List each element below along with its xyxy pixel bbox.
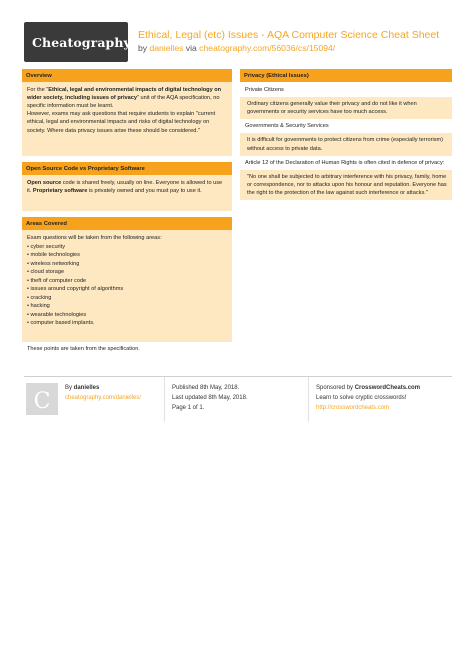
footer-updated: Last updated 8th May, 2018. <box>172 395 248 402</box>
open-source-body <box>22 175 232 211</box>
logo-text: Cheatography <box>32 35 131 50</box>
area-item: • cloud storage <box>27 269 65 275</box>
open-source-text: code is shared freely, usually on line. Everyone is allowed to use it. <box>27 180 223 195</box>
sheet-title[interactable]: Ethical, Legal (etc) Issues - AQA Computer Science Cheat Sheet <box>138 29 440 41</box>
footer-divider <box>308 377 309 422</box>
footer-author-line <box>65 383 141 393</box>
footer-sponsor-line <box>316 383 420 393</box>
byline <box>138 42 335 54</box>
area-item: • wireless networking <box>27 260 80 267</box>
proprietary-term: Proprietary software <box>32 188 88 195</box>
byline-by: by <box>138 43 148 53</box>
footer-divider <box>164 377 165 422</box>
footer-sponsor-link[interactable]: http://crosswordcheats.com <box>316 405 390 412</box>
areas-heading: Areas Covered <box>22 217 232 230</box>
areas-footer-note: These points are taken from the specification. <box>22 342 232 356</box>
governments-text: It is difficult for governments to protect citizens from crime (especially terrorism) without access to private data. <box>240 133 452 155</box>
private-citizens-label: Private Citizens <box>240 82 452 97</box>
article-12-quote: "No one shall be subjected to arbitrary interference with his privacy, family, home or correspondence, nor to attacks upon his honour and reputation. Everyone has the right to the protection of the law against such interference or attacks." <box>240 170 452 200</box>
cheatography-logo[interactable] <box>24 22 131 62</box>
area-item: • cyber security <box>27 243 66 250</box>
open-source-section <box>22 162 232 211</box>
footer-dates-block <box>172 383 248 414</box>
overview-p1-bold: Ethical, legal and environmental impacts of digital technology on wider society, including issues of privacy <box>27 87 222 102</box>
right-column <box>240 69 452 205</box>
overview-section <box>22 69 232 156</box>
private-citizens-text: Ordinary citizens generally value their privacy and do not like it when governments or security services have too much access. <box>240 97 452 119</box>
open-source-heading: Open Source Code vs Proprietary Software <box>22 162 232 175</box>
privacy-heading: Privacy (Ethical Issues) <box>240 69 452 82</box>
page-header <box>24 22 454 62</box>
areas-section <box>22 217 232 356</box>
overview-p1-post: " unit of the AQA specification, no specific information must be learnt. <box>27 95 220 110</box>
privacy-section <box>240 69 452 200</box>
avatar-letter: C <box>33 389 51 414</box>
open-source-term: Open source <box>27 180 62 186</box>
footer-sponsor-block <box>316 383 420 414</box>
footer-author-link[interactable]: cheatography.com/danielles/ <box>65 395 141 402</box>
left-column <box>22 69 232 361</box>
footer-sponsor-name[interactable]: CrosswordCheats.com <box>354 385 421 391</box>
author-avatar[interactable] <box>26 383 58 415</box>
proprietary-text: is privately owned and you must pay to use it. <box>87 188 202 195</box>
sheet-url-link[interactable]: cheatography.com/56036/cs/15094/ <box>199 43 336 53</box>
overview-p1-pre: For the " <box>27 87 49 93</box>
area-item: • issues around copyright of algorithms <box>27 286 124 292</box>
area-item: • mobile technologies <box>27 252 80 258</box>
area-item: • cracking <box>27 294 52 301</box>
overview-heading: Overview <box>22 69 232 82</box>
areas-body <box>22 230 232 342</box>
area-item: • computer based implants. <box>27 320 95 326</box>
area-item: • theft of computer code <box>27 277 87 284</box>
page-footer <box>24 376 452 421</box>
byline-via: via <box>185 43 197 53</box>
author-link[interactable]: danielles <box>149 43 184 53</box>
overview-paragraph-2: However, exams may ask questions that require students to explain "current ethical, legal and environmental impacts and risks of digital technology on society. Where data privacy issues arise these should be considered." <box>27 111 216 134</box>
overview-paragraph-1 <box>27 86 227 110</box>
footer-sponsor-tagline: Learn to solve cryptic crosswords! <box>316 395 407 402</box>
area-item: • wearable technologies <box>27 311 87 318</box>
overview-body <box>22 82 232 156</box>
footer-by: By <box>65 385 74 391</box>
footer-author-block <box>65 383 141 403</box>
areas-intro: Exam questions will be taken from the following areas: <box>27 235 162 241</box>
footer-page-number: Page 1 of 1. <box>172 405 205 412</box>
footer-sponsor-pre: Sponsored by <box>316 385 355 391</box>
area-item: • hacking <box>27 303 50 309</box>
governments-label: Governments & Security Services <box>240 119 452 133</box>
footer-published: Published 8th May, 2018. <box>172 385 240 391</box>
footer-author-name[interactable]: danielles <box>73 385 100 391</box>
article-12-intro: Article 12 of the Declaration of Human Rights is often cited in defence of privacy: <box>240 156 452 170</box>
